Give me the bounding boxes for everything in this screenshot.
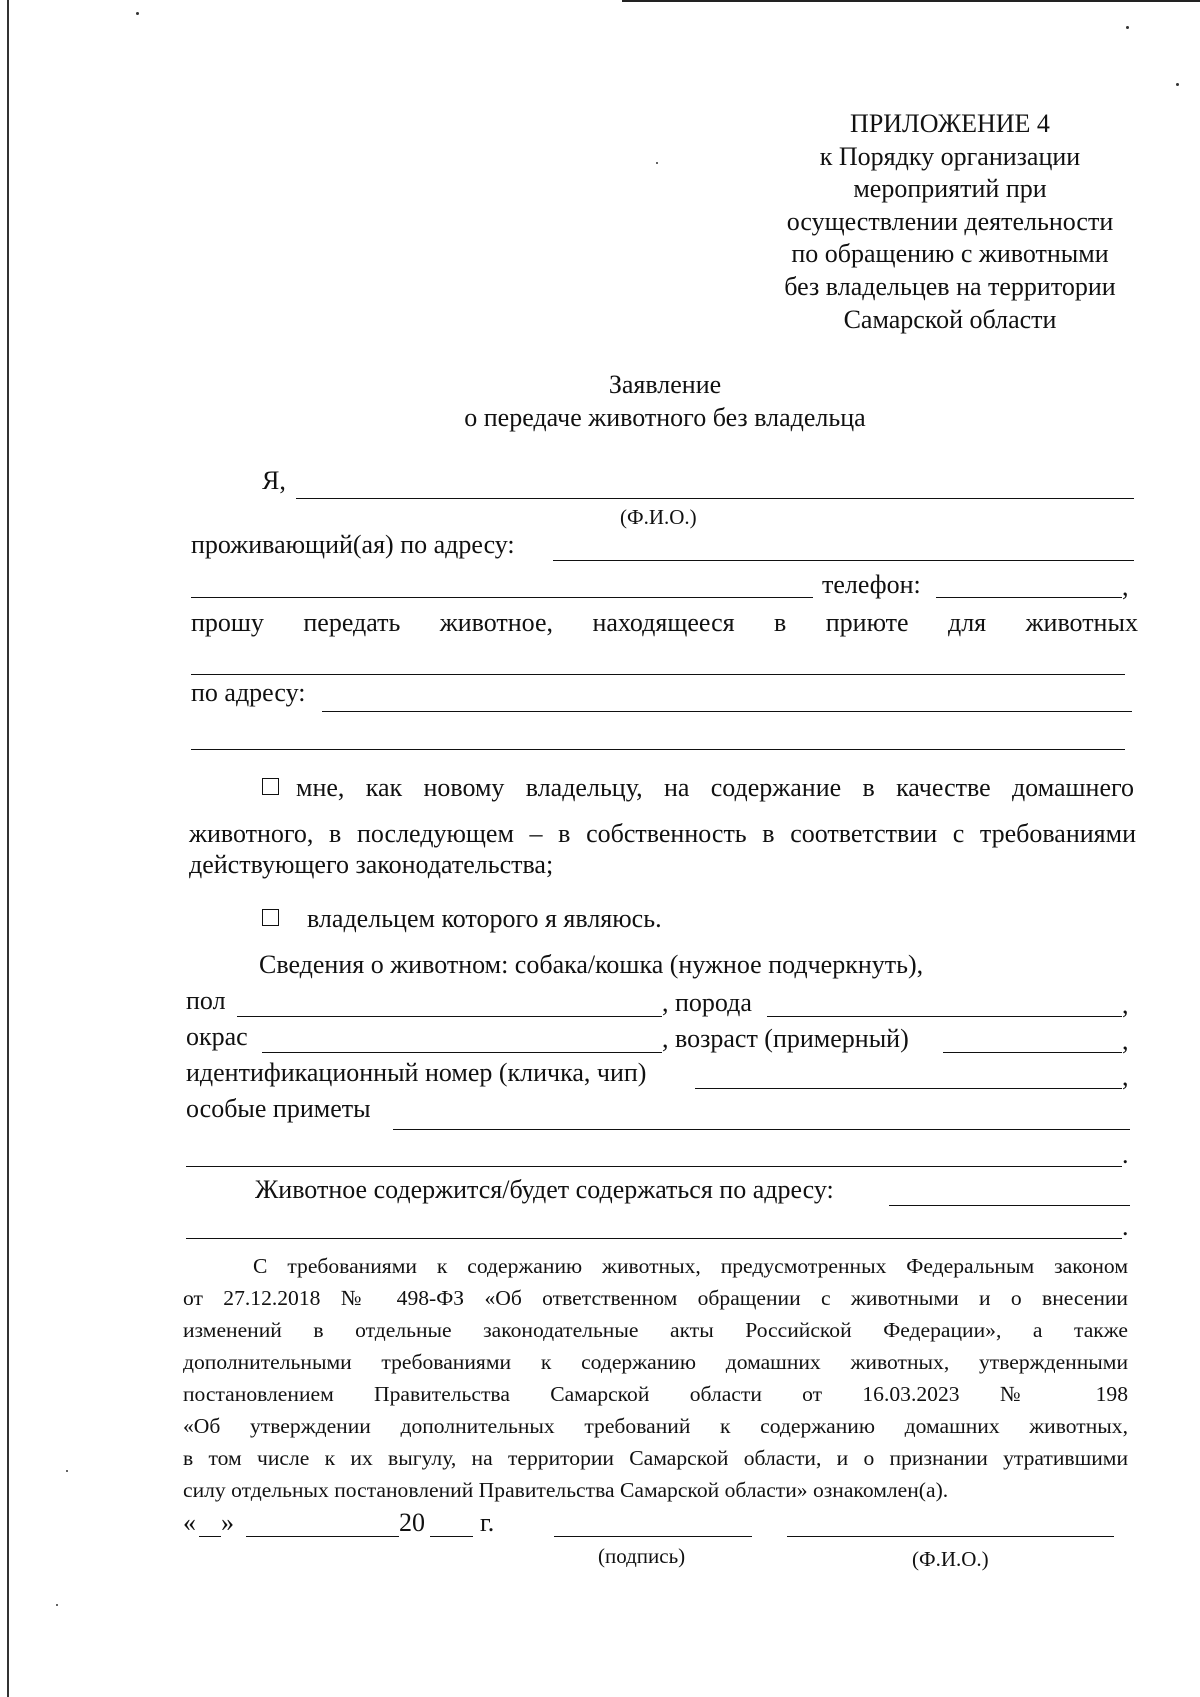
appendix-line: осуществлении деятельности — [786, 206, 1114, 236]
year-prefix: 20 — [399, 1508, 425, 1537]
option-1-line-1: мне, как новому владельцу, на содержание в качестве домашнего — [296, 773, 1134, 802]
signer-fio-caption: (Ф.И.О.) — [912, 1547, 989, 1571]
option-2 — [262, 904, 279, 934]
keep-address-field[interactable] — [889, 1205, 1130, 1206]
request-word: находящееся — [592, 608, 735, 637]
request-word: прошу — [191, 608, 264, 637]
id-label: идентификационный номер (кличка, чип) — [186, 1058, 647, 1087]
year-suffix: г. — [480, 1508, 495, 1537]
appendix-line: по обращению с животными — [791, 239, 1109, 269]
request-word: в — [774, 608, 787, 637]
address-field-line-2[interactable] — [191, 597, 813, 598]
phone-comma: , — [1122, 572, 1129, 601]
shelter-name-field[interactable] — [191, 674, 1125, 675]
request-word: животное, — [439, 608, 554, 637]
keep-address-field-line-2[interactable] — [186, 1238, 1122, 1239]
ya-label: Я, — [262, 466, 286, 495]
breed-field[interactable] — [767, 1016, 1122, 1017]
request-line — [191, 608, 1138, 638]
signature-field[interactable] — [554, 1536, 752, 1537]
checkbox-owner[interactable] — [262, 909, 279, 926]
scan-speck — [136, 12, 139, 15]
request-word: передать — [303, 608, 401, 637]
signer-fio-field[interactable] — [787, 1536, 1114, 1537]
signature-caption: (подпись) — [598, 1544, 686, 1568]
address-label: проживающий(ая) по адресу: — [191, 530, 515, 559]
scan-speck — [1176, 83, 1179, 86]
option-2-label: владельцем которого я являюсь. — [307, 904, 662, 933]
legal-line: в том числе к их выгулу, на территории Самарской области, и о признании утратившими — [183, 1446, 1128, 1470]
color-label: окрас — [186, 1022, 248, 1051]
marks-field[interactable] — [393, 1129, 1130, 1130]
age-label: , возраст (примерный) — [662, 1024, 909, 1053]
option-1 — [262, 773, 279, 803]
breed-label: , порода — [662, 988, 752, 1017]
fio-caption: (Ф.И.О.) — [620, 505, 697, 529]
scan-edge-top — [622, 0, 1200, 2]
checkbox-new-owner[interactable] — [262, 778, 279, 795]
animal-info-label: Сведения о животном: собака/кошка (нужное подчеркнуть), — [259, 950, 924, 979]
request-word: животных — [1025, 608, 1138, 637]
appendix-header — [740, 108, 1160, 336]
shelter-address-label: по адресу: — [191, 678, 306, 707]
sex-field[interactable] — [237, 1016, 662, 1017]
scan-speck — [1126, 26, 1129, 29]
appendix-line: ПРИЛОЖЕНИЕ 4 — [850, 109, 1050, 138]
scan-speck — [66, 1470, 68, 1472]
age-comma: , — [1122, 1026, 1129, 1055]
legal-line: «Об утверждении дополнительных требований к содержанию домашних животных, — [183, 1414, 1128, 1438]
legal-line: дополнительными требованиями к содержанию домашних животных, утвержденными — [183, 1350, 1128, 1374]
scan-edge-left — [7, 0, 9, 1697]
legal-line: изменений в отдельные законодательные акты Российской Федерации», а также — [183, 1318, 1128, 1342]
keep-address-period: . — [1122, 1212, 1129, 1241]
marks-field-line-2[interactable] — [186, 1166, 1122, 1167]
appendix-line: Самарской области — [843, 304, 1057, 334]
title-line-2: о передаче животного без владельца — [464, 403, 866, 432]
legal-line: постановлением Правительства Самарской области от 16.03.2023 № 198 — [183, 1382, 1128, 1406]
sex-label: пол — [186, 986, 226, 1015]
request-word: для — [947, 608, 987, 637]
fio-field[interactable] — [296, 498, 1134, 499]
shelter-address-field[interactable] — [322, 711, 1132, 712]
shelter-address-field-line-2[interactable] — [191, 749, 1125, 750]
breed-comma: , — [1122, 990, 1129, 1019]
age-field[interactable] — [943, 1052, 1122, 1053]
date-close-quote: » — [221, 1508, 234, 1537]
legal-line: от 27.12.2018 № 498-ФЗ «Об ответственном обращении с животными и о внесении — [183, 1286, 1128, 1310]
date-year-field[interactable] — [430, 1536, 473, 1537]
request-word: приюте — [825, 608, 909, 637]
option-1-line-2: животного, в последующем – в собственность в соответствии с требованиями — [189, 819, 1136, 848]
id-field[interactable] — [695, 1088, 1122, 1089]
appendix-line: без владельцев на территории — [784, 271, 1116, 301]
legal-line: С требованиями к содержанию животных, предусмотренных Федеральным законом — [253, 1254, 1128, 1278]
phone-label: телефон: — [822, 570, 921, 599]
date-open-quote: « — [183, 1508, 196, 1537]
scan-speck — [656, 162, 658, 164]
legal-line: силу отдельных постановлений Правительства Самарской области» ознакомлен(а). — [183, 1478, 949, 1502]
id-comma: , — [1122, 1062, 1129, 1091]
title-line-1: Заявление — [608, 370, 722, 399]
color-field[interactable] — [262, 1052, 662, 1053]
date-month-field[interactable] — [246, 1536, 399, 1537]
marks-label: особые приметы — [186, 1094, 371, 1123]
legal-notice — [183, 1250, 1128, 1506]
phone-field[interactable] — [936, 597, 1122, 598]
appendix-line: мероприятий при — [853, 174, 1047, 204]
scan-speck — [56, 1604, 58, 1606]
date-day-field[interactable] — [199, 1536, 221, 1537]
marks-period: . — [1122, 1140, 1129, 1169]
address-field[interactable] — [553, 560, 1134, 561]
document-title — [330, 368, 1000, 434]
appendix-line: к Порядку организации — [819, 141, 1081, 171]
keep-address-label: Животное содержится/будет содержаться по адресу: — [255, 1175, 834, 1204]
option-1-line-3: действующего законодательства; — [189, 850, 554, 879]
